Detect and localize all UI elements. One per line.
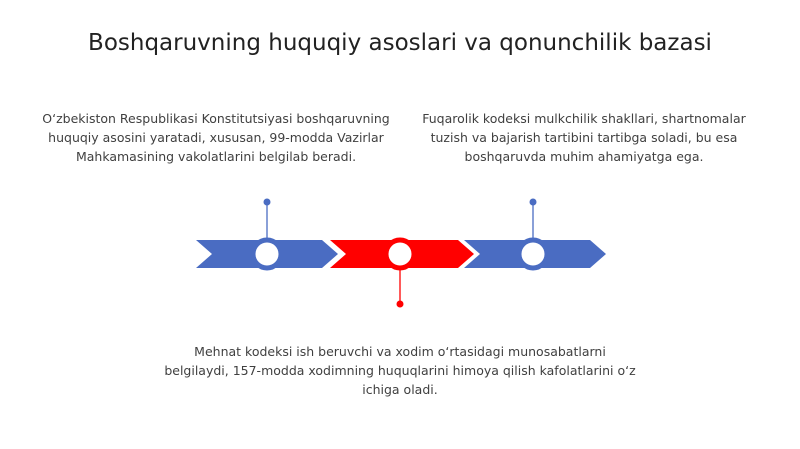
timeline-text-constitution: O‘zbekiston Respublikasi Konstitutsiyasi boshqaruvning huquqiy asosini yaratadi, xususan, 99-modda Vazirlar Mahkamasining vakolatlarini belgilab beradi. — [42, 111, 390, 164]
slide-title: Boshqaruvning huquqiy asoslari va qonunchilik bazasi — [88, 30, 712, 56]
timeline-marker-2 — [386, 240, 414, 268]
timeline-dot-2 — [397, 301, 404, 308]
timeline-text-labor-code: Mehnat kodeksi ish beruvchi va xodim o‘rtasidagi munosabatlarni belgilaydi, 157-modda xodimning huquqlarini himoya qilish kafolatlarini o‘z ichiga oladi. — [164, 344, 636, 397]
timeline-dot-1 — [264, 199, 271, 206]
timeline-dot-3 — [530, 199, 537, 206]
timeline-text-civil-code: Fuqarolik kodeksi mulkchilik shakllari, shartnomalar tuzish va bajarish tartibini tartibga soladi, bu esa boshqaruvda muhim ahamiyatga ega. — [422, 111, 746, 164]
timeline-marker-3 — [519, 240, 547, 268]
timeline-marker-1 — [253, 240, 281, 268]
